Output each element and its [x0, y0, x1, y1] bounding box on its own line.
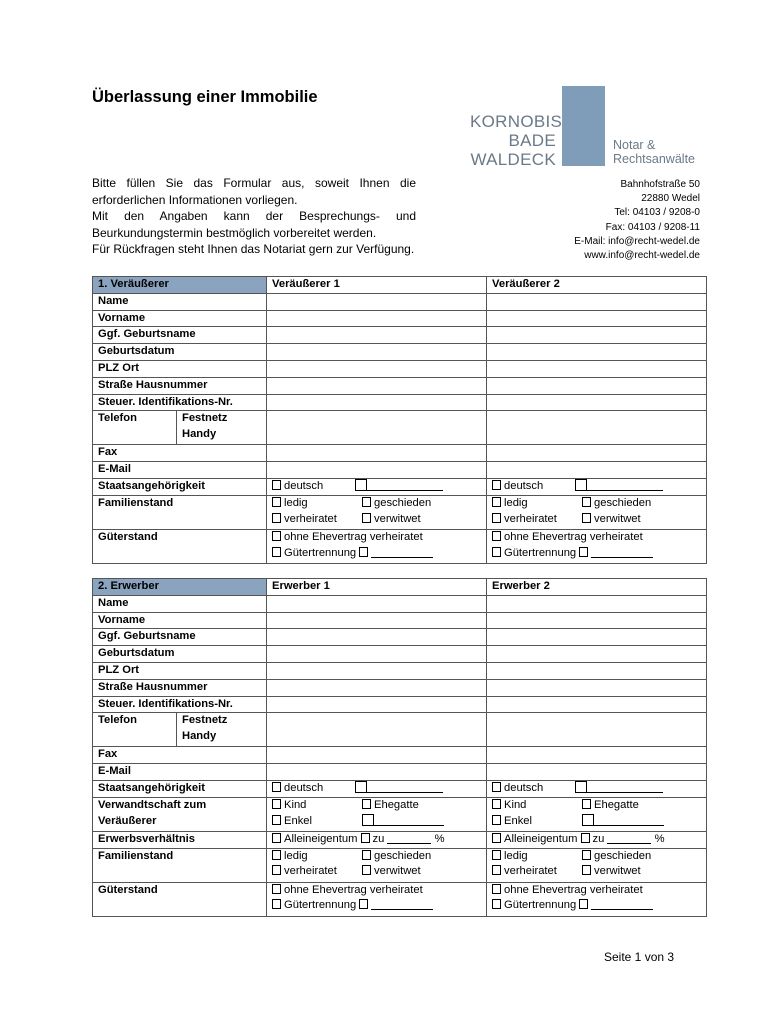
checkbox[interactable]: [492, 799, 501, 809]
option-guetertrennung: Gütertrennung: [284, 899, 357, 912]
label-verwandtschaft: [93, 797, 267, 831]
label-name: Name: [93, 595, 267, 612]
field-name-2[interactable]: [487, 595, 707, 612]
label-telefon-types: [177, 411, 267, 445]
logo-bar: [562, 86, 605, 166]
option-verwitwet: verwitwet: [374, 512, 421, 525]
label-staatsangehoerigkeit: Staatsangehörigkeit: [93, 478, 267, 495]
label-gueterstand: Güterstand: [93, 529, 267, 563]
checkbox[interactable]: [582, 497, 591, 507]
option-guetertrennung: Gütertrennung: [504, 899, 577, 912]
checkbox[interactable]: [492, 833, 501, 843]
blank-line[interactable]: [371, 547, 433, 558]
field-vorname-1[interactable]: [267, 612, 487, 629]
option-ohne-ehevertrag: ohne Ehevertrag verheiratet: [504, 883, 643, 896]
field-plzort-2[interactable]: [487, 662, 707, 679]
checkbox[interactable]: [362, 814, 374, 826]
field-fax-1[interactable]: [267, 445, 487, 462]
office-address: [574, 178, 700, 263]
checkbox[interactable]: [492, 782, 501, 792]
column-header: Veräußerer 1: [267, 277, 487, 294]
label-plzort: PLZ Ort: [93, 360, 267, 377]
checkbox[interactable]: [272, 547, 281, 557]
address-tel: Tel: 04103 / 9208-0: [614, 207, 700, 219]
verwandtschaft-options-1: [267, 797, 487, 831]
field-plzort-1[interactable]: [267, 662, 487, 679]
label-festnetz: Festnetz: [182, 714, 228, 727]
label-telefon: Telefon: [93, 713, 177, 747]
option-kind: Kind: [284, 798, 307, 811]
checkbox[interactable]: [492, 480, 501, 490]
blank-line[interactable]: [587, 480, 663, 491]
checkbox[interactable]: [492, 899, 501, 909]
blank-line[interactable]: [367, 782, 443, 793]
label-steuer-id: Steuer. Identifikations-Nr.: [93, 394, 267, 411]
field-strasse-2[interactable]: [487, 679, 707, 696]
field-geburtsdatum-1[interactable]: [267, 646, 487, 663]
option-deutsch: deutsch: [504, 479, 544, 492]
checkbox[interactable]: [492, 850, 501, 860]
intro-paragraph: Mit den Angaben kann der Besprechungs- und Beurkundungstermin bestmöglich vorbereitet werden.: [92, 209, 416, 240]
label-email: E-Mail: [93, 462, 267, 479]
column-header: Veräußerer 2: [487, 277, 707, 294]
checkbox[interactable]: [492, 513, 501, 523]
field-strasse-1[interactable]: [267, 377, 487, 394]
option-ohne-ehevertrag: ohne Ehevertrag verheiratet: [504, 530, 643, 543]
checkbox[interactable]: [582, 814, 594, 826]
checkbox[interactable]: [272, 497, 281, 507]
familienstand-options-2: [487, 495, 707, 529]
address-street: Bahnhofstraße 50: [620, 179, 700, 190]
field-steuer-id-1[interactable]: [267, 696, 487, 713]
label-festnetz: Festnetz: [182, 412, 228, 425]
intro-text: [92, 175, 416, 258]
label-telefon: Telefon: [93, 411, 177, 445]
blank-line[interactable]: [607, 833, 651, 844]
checkbox[interactable]: [492, 865, 501, 875]
label-plzort: PLZ Ort: [93, 662, 267, 679]
option-geschieden: geschieden: [374, 496, 432, 509]
label-geburtsname: Ggf. Geburtsname: [93, 629, 267, 646]
label-verwandtschaft-line: Veräußerer: [98, 814, 157, 827]
checkbox[interactable]: [272, 850, 281, 860]
gueterstand-options-1: [267, 529, 487, 563]
option-geschieden: geschieden: [594, 496, 652, 509]
checkbox[interactable]: [272, 833, 281, 843]
field-geburtsname-2[interactable]: [487, 629, 707, 646]
option-ehegatte: Ehegatte: [594, 798, 639, 811]
field-telefon-2[interactable]: [487, 411, 707, 445]
option-verheiratet: verheiratet: [284, 865, 337, 878]
option-deutsch: deutsch: [284, 479, 324, 492]
field-email-2[interactable]: [487, 764, 707, 781]
intro-paragraph: Für Rückfragen steht Ihnen das Notariat gern zur Verfügung.: [92, 242, 415, 256]
label-steuer-id: Steuer. Identifikations-Nr.: [93, 696, 267, 713]
field-geburtsdatum-2[interactable]: [487, 344, 707, 361]
checkbox[interactable]: [272, 884, 281, 894]
checkbox[interactable]: [362, 513, 371, 523]
field-geburtsname-1[interactable]: [267, 629, 487, 646]
familienstand-options-2: [487, 848, 707, 882]
percent-sign: %: [654, 832, 665, 845]
percent-sign: %: [434, 832, 445, 845]
label-erwerbsverhaeltnis: Erwerbsverhältnis: [93, 831, 267, 848]
field-telefon-1[interactable]: [267, 713, 487, 747]
label-telefon-types: [177, 713, 267, 747]
logo-line: KORNOBIS: [470, 112, 563, 131]
gueterstand-options-2: [487, 529, 707, 563]
checkbox[interactable]: [579, 899, 588, 909]
field-name-1[interactable]: [267, 293, 487, 310]
checkbox[interactable]: [362, 850, 371, 860]
field-vorname-2[interactable]: [487, 310, 707, 327]
option-deutsch: deutsch: [284, 781, 324, 794]
option-verheiratet: verheiratet: [504, 512, 557, 525]
logo-subtitle: [613, 138, 695, 166]
checkbox[interactable]: [492, 884, 501, 894]
option-ohne-ehevertrag: ohne Ehevertrag verheiratet: [284, 883, 423, 896]
field-steuer-id-1[interactable]: [267, 394, 487, 411]
field-steuer-id-2[interactable]: [487, 394, 707, 411]
column-header: Erwerber 2: [487, 579, 707, 596]
blank-line[interactable]: [587, 782, 663, 793]
checkbox[interactable]: [355, 781, 367, 793]
label-handy: Handy: [182, 730, 217, 743]
checkbox[interactable]: [362, 865, 371, 875]
option-verheiratet: verheiratet: [504, 865, 557, 878]
checkbox[interactable]: [272, 480, 281, 490]
field-fax-2[interactable]: [487, 445, 707, 462]
checkbox[interactable]: [582, 513, 591, 523]
checkbox[interactable]: [359, 899, 368, 909]
checkbox[interactable]: [492, 547, 501, 557]
option-ledig: ledig: [284, 849, 308, 862]
column-header: Erwerber 1: [267, 579, 487, 596]
label-familienstand: Familienstand: [93, 495, 267, 529]
option-verheiratet: verheiratet: [284, 512, 337, 525]
erwerbsverhaeltnis-options-2: [487, 831, 707, 848]
checkbox[interactable]: [492, 815, 501, 825]
label-geburtsname: Ggf. Geburtsname: [93, 327, 267, 344]
address-fax: Fax: 04103 / 9208-11: [605, 221, 700, 233]
field-vorname-1[interactable]: [267, 310, 487, 327]
checkbox[interactable]: [359, 547, 368, 557]
blank-line[interactable]: [367, 480, 443, 491]
field-fax-2[interactable]: [487, 747, 707, 764]
blank-line[interactable]: [374, 815, 444, 826]
option-ohne-ehevertrag: ohne Ehevertrag verheiratet: [284, 530, 423, 543]
field-vorname-2[interactable]: [487, 612, 707, 629]
field-geburtsdatum-2[interactable]: [487, 646, 707, 663]
option-ledig: ledig: [504, 496, 528, 509]
option-kind: Kind: [504, 798, 527, 811]
field-name-2[interactable]: [487, 293, 707, 310]
field-telefon-1[interactable]: [267, 411, 487, 445]
field-steuer-id-2[interactable]: [487, 696, 707, 713]
logo-line: BADE: [508, 131, 556, 150]
label-geburtsdatum: Geburtsdatum: [93, 646, 267, 663]
checkbox[interactable]: [575, 781, 587, 793]
label-email: E-Mail: [93, 764, 267, 781]
checkbox[interactable]: [582, 865, 591, 875]
label-fax: Fax: [93, 747, 267, 764]
checkbox[interactable]: [272, 782, 281, 792]
staat-options-1: [267, 780, 487, 797]
label-strasse: Straße Hausnummer: [93, 377, 267, 394]
label-vorname: Vorname: [93, 612, 267, 629]
logo-sub-line: Rechtsanwälte: [613, 152, 695, 166]
option-verwitwet: verwitwet: [374, 865, 421, 878]
checkbox[interactable]: [575, 479, 587, 491]
label-fax: Fax: [93, 445, 267, 462]
checkbox[interactable]: [581, 833, 590, 843]
blank-line[interactable]: [594, 815, 664, 826]
blank-line[interactable]: [387, 833, 431, 844]
option-verwitwet: verwitwet: [594, 512, 641, 525]
label-geburtsdatum: Geburtsdatum: [93, 344, 267, 361]
field-plzort-2[interactable]: [487, 360, 707, 377]
label-strasse: Straße Hausnummer: [93, 679, 267, 696]
option-deutsch: deutsch: [504, 781, 544, 794]
field-geburtsdatum-1[interactable]: [267, 344, 487, 361]
option-enkel: Enkel: [504, 814, 533, 827]
checkbox[interactable]: [272, 815, 281, 825]
field-strasse-2[interactable]: [487, 377, 707, 394]
field-name-1[interactable]: [267, 595, 487, 612]
field-email-1[interactable]: [267, 764, 487, 781]
option-ledig: ledig: [504, 849, 528, 862]
intro-paragraph: Bitte füllen Sie das Formular aus, soweit Ihnen die erforderlichen Informationen vorliegen.: [92, 176, 416, 207]
checkbox[interactable]: [582, 799, 591, 809]
staat-options-2: [487, 478, 707, 495]
blank-line[interactable]: [371, 899, 433, 910]
label-staatsangehoerigkeit: Staatsangehörigkeit: [93, 780, 267, 797]
field-geburtsname-1[interactable]: [267, 327, 487, 344]
checkbox[interactable]: [579, 547, 588, 557]
checkbox[interactable]: [492, 531, 501, 541]
checkbox[interactable]: [362, 497, 371, 507]
option-ehegatte: Ehegatte: [374, 798, 419, 811]
firm-logo-text: [470, 112, 563, 169]
section-header: 1. Veräußerer: [93, 277, 267, 294]
label-handy: Handy: [182, 428, 217, 441]
field-geburtsname-2[interactable]: [487, 327, 707, 344]
checkbox[interactable]: [361, 833, 370, 843]
option-alleineigentum: Alleineigentum: [504, 832, 578, 845]
verwandtschaft-options-2: [487, 797, 707, 831]
option-enkel: Enkel: [284, 814, 313, 827]
checkbox[interactable]: [492, 497, 501, 507]
field-strasse-1[interactable]: [267, 679, 487, 696]
option-geschieden: geschieden: [374, 849, 432, 862]
checkbox[interactable]: [355, 479, 367, 491]
option-zu: zu: [592, 832, 605, 845]
familienstand-options-1: [267, 495, 487, 529]
logo-sub-line: Notar &: [613, 138, 656, 152]
familienstand-options-1: [267, 848, 487, 882]
label-familienstand: Familienstand: [93, 848, 267, 882]
address-email: E-Mail: info@recht-wedel.de: [574, 235, 700, 247]
section-header: 2. Erwerber: [93, 579, 267, 596]
field-email-1[interactable]: [267, 462, 487, 479]
address-city: 22880 Wedel: [641, 193, 700, 205]
label-name: Name: [93, 293, 267, 310]
document-title: Überlassung einer Immobilie: [92, 88, 318, 106]
checkbox[interactable]: [272, 899, 281, 909]
checkbox[interactable]: [272, 513, 281, 523]
erwerbsverhaeltnis-options-1: [267, 831, 487, 848]
field-plzort-1[interactable]: [267, 360, 487, 377]
option-alleineigentum: Alleineigentum: [284, 832, 358, 845]
field-telefon-2[interactable]: [487, 713, 707, 747]
checkbox[interactable]: [582, 850, 591, 860]
staat-options-2: [487, 780, 707, 797]
option-verwitwet: verwitwet: [594, 865, 641, 878]
staat-options-1: [267, 478, 487, 495]
checkbox[interactable]: [272, 865, 281, 875]
checkbox[interactable]: [272, 531, 281, 541]
gueterstand-options-1: [267, 882, 487, 916]
table-veraeusserer: [92, 276, 707, 564]
blank-line[interactable]: [591, 547, 653, 558]
blank-line[interactable]: [591, 899, 653, 910]
checkbox[interactable]: [272, 799, 281, 809]
logo-line: WALDECK: [470, 150, 556, 169]
field-email-2[interactable]: [487, 462, 707, 479]
option-zu: zu: [372, 832, 385, 845]
option-guetertrennung: Gütertrennung: [284, 546, 357, 559]
checkbox[interactable]: [362, 799, 371, 809]
gueterstand-options-2: [487, 882, 707, 916]
option-geschieden: geschieden: [594, 849, 652, 862]
option-guetertrennung: Gütertrennung: [504, 546, 577, 559]
table-erwerber: [92, 578, 707, 917]
label-gueterstand: Güterstand: [93, 882, 267, 916]
label-verwandtschaft-line: Verwandtschaft zum: [98, 798, 207, 811]
address-web: www.info@recht-wedel.de: [584, 250, 700, 262]
field-fax-1[interactable]: [267, 747, 487, 764]
option-ledig: ledig: [284, 496, 308, 509]
label-vorname: Vorname: [93, 310, 267, 327]
page-number: Seite 1 von 3: [604, 950, 675, 964]
